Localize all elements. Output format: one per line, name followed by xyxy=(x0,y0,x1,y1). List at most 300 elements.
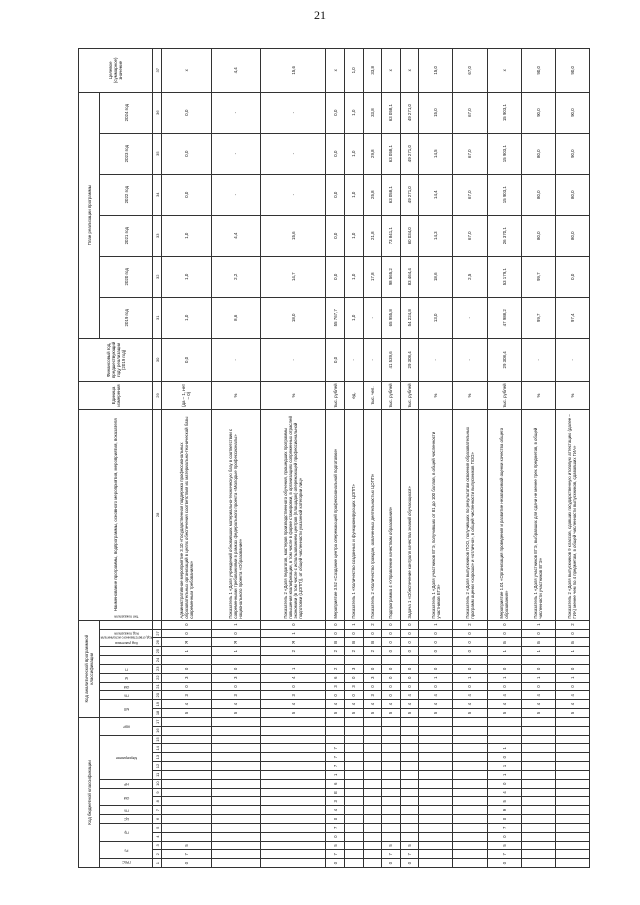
code-cell: 1 xyxy=(326,770,345,779)
column-number: 13 xyxy=(153,753,162,762)
year-value: 0,0 xyxy=(326,133,345,174)
code-cell xyxy=(419,753,453,762)
year-value: 0,0 xyxy=(326,215,345,256)
code-cell xyxy=(555,735,589,744)
code-cell xyxy=(162,735,212,744)
unit-cell: (да – 1, нет – 0) xyxy=(162,381,212,409)
code-cell xyxy=(400,762,419,771)
code-cell: 0 xyxy=(344,629,363,638)
table-row xyxy=(363,49,382,868)
year-header: 2021 год xyxy=(100,215,153,256)
code-cell xyxy=(521,744,555,753)
code-cell xyxy=(521,806,555,815)
program-item-name: Мероприятие 1.01 «Организация проведения и развитие независимой оценки качества общего образования» xyxy=(487,410,521,621)
year-value: - xyxy=(261,174,326,215)
code-cell xyxy=(419,815,453,824)
table-row xyxy=(400,49,419,868)
year-value: 1,0 xyxy=(344,215,363,256)
code-cell: 0 xyxy=(211,629,261,638)
code-cell: 1 xyxy=(521,620,555,629)
year-value: 73 841,1 xyxy=(382,215,401,256)
year-value: 15,6 xyxy=(261,215,326,256)
code-cell: 5 xyxy=(211,709,261,718)
year-value: 18,0 xyxy=(261,297,326,338)
code-cell xyxy=(363,788,382,797)
column-number: 1 xyxy=(153,859,162,868)
code-cell xyxy=(344,726,363,735)
code-cell xyxy=(211,717,261,726)
code-cell xyxy=(521,656,555,665)
year-value: 17,8 xyxy=(363,256,382,297)
table-row xyxy=(326,49,345,868)
target-value: 33,8 xyxy=(363,49,382,93)
code-cell: 2 xyxy=(326,664,345,673)
code-cell xyxy=(400,717,419,726)
code-cell xyxy=(521,753,555,762)
code-cell xyxy=(344,788,363,797)
code-cell xyxy=(261,717,326,726)
code-cell: 0 xyxy=(453,664,487,673)
code-cell: 0 xyxy=(261,682,326,691)
unit-cell: тыс. рублей xyxy=(400,381,419,409)
code-cell xyxy=(453,753,487,762)
code-cell: 0 xyxy=(344,691,363,700)
code-cell: 4 xyxy=(363,700,382,709)
code-cell xyxy=(211,806,261,815)
base-year-value: - xyxy=(261,338,326,381)
year-value: 49 271,0 xyxy=(400,133,419,174)
code-cell: 5 xyxy=(419,709,453,718)
code-cell xyxy=(363,797,382,806)
year-value: 55 767,7 xyxy=(326,297,345,338)
year-value: 1,0 xyxy=(344,256,363,297)
code-cell: 5 xyxy=(261,709,326,718)
budget-subheader: ГРБС xyxy=(100,859,153,868)
unit-header: Единица измерения xyxy=(79,381,153,409)
code-cell: В xyxy=(344,638,363,647)
base-year-value: 41 539,6 xyxy=(382,338,401,381)
code-cell xyxy=(211,779,261,788)
code-cell: 5 xyxy=(363,709,382,718)
code-cell: 7 xyxy=(326,850,345,859)
code-cell xyxy=(261,832,326,841)
code-cell: 0 xyxy=(487,682,521,691)
unit-cell: % xyxy=(419,381,453,409)
code-cell xyxy=(363,656,382,665)
program-item-name: Показатель 1 «Количество созданных и функционирующих ЦОПП» xyxy=(344,410,363,621)
code-cell: 7 xyxy=(382,850,401,859)
year-value: 0,0 xyxy=(555,256,589,297)
year-value: - xyxy=(453,297,487,338)
code-cell: 5 xyxy=(555,709,589,718)
column-number: 19 xyxy=(153,700,162,709)
target-value: 15,6 xyxy=(261,49,326,93)
code-cell xyxy=(261,797,326,806)
year-value: 21,8 xyxy=(363,215,382,256)
code-cell xyxy=(363,770,382,779)
code-cell xyxy=(419,717,453,726)
code-cell xyxy=(419,832,453,841)
year-value: 54 224,8 xyxy=(400,297,419,338)
year-value: 8,6 xyxy=(211,297,261,338)
code-cell: 0 xyxy=(487,753,521,762)
year-header: 2023 год xyxy=(100,133,153,174)
year-value: 1,0 xyxy=(344,174,363,215)
base-year-value: - xyxy=(363,338,382,381)
column-number: 29 xyxy=(153,381,162,409)
code-cell xyxy=(211,815,261,824)
code-cell xyxy=(363,806,382,815)
code-cell: 0 xyxy=(382,673,401,682)
year-value: 90,0 xyxy=(555,92,589,133)
code-cell: 0 xyxy=(400,647,419,656)
code-cell xyxy=(400,815,419,824)
code-cell xyxy=(400,832,419,841)
code-cell: 0 xyxy=(400,859,419,868)
code-cell xyxy=(453,823,487,832)
code-cell: Б xyxy=(555,638,589,647)
code-cell xyxy=(162,832,212,841)
code-cell xyxy=(162,823,212,832)
code-cell: 2 xyxy=(555,620,589,629)
year-value: 2,2 xyxy=(211,256,261,297)
code-cell xyxy=(261,806,326,815)
code-cell: 4 xyxy=(487,691,521,700)
code-cell: 0 xyxy=(419,629,453,638)
base-year-value: 0,0 xyxy=(326,338,345,381)
code-cell: 0 xyxy=(419,682,453,691)
code-cell: 1 xyxy=(419,620,453,629)
code-cell: Е xyxy=(326,788,345,797)
budget-subheader: Мероприятие xyxy=(100,735,153,779)
code-cell: 0 xyxy=(487,779,521,788)
code-cell: 3 xyxy=(261,691,326,700)
code-cell xyxy=(344,656,363,665)
code-cell: 0 xyxy=(555,629,589,638)
column-number: 34 xyxy=(153,174,162,215)
code-cell: 0 xyxy=(453,629,487,638)
year-value: 0,0 xyxy=(162,174,212,215)
code-cell xyxy=(344,744,363,753)
code-cell: 0 xyxy=(521,682,555,691)
program-item-name: Показатель 2 «Доля педагогов, мастеров производственного обучения, прошедших программы повышения квалификации, в том числе в форме стажировки, в организациях сопряженных отраслей экономики (в том числе с использованием центров (площадок) опережающей профессиональной подготовки (ЦОПП)), от общей численности указанной категории лиц» xyxy=(261,410,326,621)
program-item-name: Показатель 1 «Доля участников ЕГЭ, выбравших для сдачи не менее трех предметов, в общей численности участников ЕГЭ» xyxy=(521,410,555,621)
code-cell: Б xyxy=(521,638,555,647)
code-cell: 4 xyxy=(555,691,589,700)
year-value: 99,7 xyxy=(521,297,555,338)
year-value: 67,0 xyxy=(453,133,487,174)
code-cell xyxy=(487,656,521,665)
code-cell: 0 xyxy=(382,691,401,700)
code-cell xyxy=(162,726,212,735)
code-cell xyxy=(555,797,589,806)
code-cell xyxy=(326,717,345,726)
column-number: 16 xyxy=(153,726,162,735)
code-cell xyxy=(382,815,401,824)
code-cell xyxy=(344,806,363,815)
code-cell: 7 xyxy=(400,850,419,859)
code-cell xyxy=(261,823,326,832)
code-cell: 5 xyxy=(521,709,555,718)
year-value: 0,0 xyxy=(326,174,345,215)
code-cell: 0 xyxy=(382,664,401,673)
code-cell xyxy=(453,788,487,797)
code-cell xyxy=(453,762,487,771)
code-cell: 0 xyxy=(487,815,521,824)
year-header: 2024 год xyxy=(100,92,153,133)
code-cell: 0 xyxy=(382,682,401,691)
code-cell: 7 xyxy=(326,753,345,762)
code-cell xyxy=(400,744,419,753)
code-cell: 1 xyxy=(555,673,589,682)
code-cell: 0 xyxy=(382,638,401,647)
code-cell xyxy=(419,797,453,806)
code-cell: 0 xyxy=(326,691,345,700)
base-year-value: 0,0 xyxy=(162,338,212,381)
year-value: - xyxy=(211,174,261,215)
code-cell: 2 xyxy=(363,647,382,656)
code-cell xyxy=(344,815,363,824)
budget-subheader: Пр xyxy=(100,823,153,841)
code-cell xyxy=(162,753,212,762)
year-value: 2,5 xyxy=(453,256,487,297)
code-cell xyxy=(400,797,419,806)
target-value: х xyxy=(326,49,345,93)
code-cell xyxy=(400,806,419,815)
code-cell xyxy=(382,717,401,726)
code-cell: 4 xyxy=(261,673,326,682)
code-cell xyxy=(261,779,326,788)
code-cell: 4 xyxy=(453,700,487,709)
year-value: 1,0 xyxy=(162,297,212,338)
code-cell: 1 xyxy=(487,673,521,682)
year-value: 1,0 xyxy=(344,133,363,174)
code-cell xyxy=(382,797,401,806)
code-cell xyxy=(344,717,363,726)
code-cell xyxy=(453,726,487,735)
page-number: 21 xyxy=(314,8,326,22)
code-cell: 2 xyxy=(261,647,326,656)
year-value: 80,0 xyxy=(521,215,555,256)
code-cell xyxy=(521,859,555,868)
code-cell xyxy=(211,762,261,771)
year-value: 80,0 xyxy=(521,133,555,174)
table-row xyxy=(261,49,326,868)
code-cell xyxy=(344,762,363,771)
code-cell xyxy=(162,770,212,779)
code-cell xyxy=(326,735,345,744)
table-row xyxy=(521,49,555,868)
base-year-value: 29 308,4 xyxy=(400,338,419,381)
code-cell: 5 xyxy=(326,841,345,850)
year-value: 26 370,1 xyxy=(487,215,521,256)
code-cell: 4 xyxy=(211,700,261,709)
code-cell xyxy=(261,841,326,850)
code-cell xyxy=(419,850,453,859)
target-value: х xyxy=(162,49,212,93)
program-name-header: Наименование программы, подпрограммы, основного мероприятия, мероприятия, показателя xyxy=(79,410,153,621)
code-cell xyxy=(211,841,261,850)
code-cell: 3 xyxy=(162,691,212,700)
code-cell xyxy=(419,762,453,771)
year-value: 67,0 xyxy=(453,174,487,215)
code-cell: 3 xyxy=(162,673,212,682)
code-cell: 7 xyxy=(326,823,345,832)
unit-cell: тыс. рублей xyxy=(487,381,521,409)
column-number: 31 xyxy=(153,297,162,338)
code-cell xyxy=(521,823,555,832)
code-cell xyxy=(400,779,419,788)
code-cell xyxy=(555,823,589,832)
code-cell xyxy=(363,823,382,832)
year-value: 60 034,0 xyxy=(400,215,419,256)
target-value: 1,0 xyxy=(344,49,363,93)
code-cell xyxy=(555,806,589,815)
code-cell xyxy=(555,770,589,779)
code-cell: 0 xyxy=(400,629,419,638)
code-cell xyxy=(419,779,453,788)
code-cell xyxy=(400,735,419,744)
code-cell xyxy=(363,717,382,726)
code-cell: 0 xyxy=(162,620,212,629)
code-cell: 4 xyxy=(382,700,401,709)
code-cell: 4 xyxy=(326,806,345,815)
column-number: 37 xyxy=(153,49,162,93)
code-cell: 7 xyxy=(326,744,345,753)
code-cell: 1 xyxy=(487,647,521,656)
code-cell xyxy=(521,717,555,726)
budget-subheader: ЦС xyxy=(100,815,153,824)
code-cell: 7 xyxy=(487,850,521,859)
column-number: 8 xyxy=(153,797,162,806)
code-cell: 5 xyxy=(344,709,363,718)
code-cell: 0 xyxy=(382,647,401,656)
code-cell xyxy=(419,744,453,753)
analytic-subheader: Код участника xyxy=(100,647,153,656)
column-number: 4 xyxy=(153,832,162,841)
year-value: 1,0 xyxy=(344,297,363,338)
column-number: 36 xyxy=(153,92,162,133)
code-cell: 2 xyxy=(453,620,487,629)
column-number: 24 xyxy=(153,656,162,665)
column-number: 28 xyxy=(153,410,162,621)
code-cell xyxy=(261,788,326,797)
code-cell: 4 xyxy=(419,691,453,700)
code-cell xyxy=(344,779,363,788)
table-row xyxy=(162,49,212,868)
target-value: 15,0 xyxy=(419,49,453,93)
code-cell: 4 xyxy=(326,700,345,709)
code-cell: 0 xyxy=(419,647,453,656)
code-cell xyxy=(211,859,261,868)
code-cell: 1 xyxy=(555,647,589,656)
target-value-header: Целевое (суммарное) значение xyxy=(79,49,153,93)
code-cell xyxy=(261,744,326,753)
code-cell xyxy=(400,788,419,797)
code-cell xyxy=(211,797,261,806)
year-value: 97,4 xyxy=(555,297,589,338)
program-item-name: Показатель 2 «Доля выпускников 9 классов, сдавших государственную итоговую аттестацию (далее – ГИА) менее чем по 4 предметам, в общей численности выпускников, сдававших ГИА» xyxy=(555,410,589,621)
code-cell xyxy=(555,850,589,859)
code-cell xyxy=(344,753,363,762)
column-number: 25 xyxy=(153,647,162,656)
code-cell: 4 xyxy=(521,691,555,700)
analytic-subheader: ОМ xyxy=(100,682,153,691)
code-cell: 6 xyxy=(326,779,345,788)
code-cell xyxy=(261,859,326,868)
column-number: 20 xyxy=(153,691,162,700)
code-cell xyxy=(555,744,589,753)
analytic-code-header: Код аналитической программной классификации xyxy=(79,620,100,717)
code-cell: 1 xyxy=(261,629,326,638)
year-value: 14,3 xyxy=(419,215,453,256)
year-value: - xyxy=(211,133,261,174)
program-item-name: Подпрограмма 4 «Управление качеством образования» xyxy=(382,410,401,621)
year-value: 90,0 xyxy=(555,133,589,174)
code-cell xyxy=(162,762,212,771)
year-value: - xyxy=(261,133,326,174)
budget-subheader: КВР xyxy=(100,717,153,735)
code-cell xyxy=(419,806,453,815)
code-cell xyxy=(344,859,363,868)
code-cell: 0 xyxy=(453,682,487,691)
code-cell xyxy=(555,779,589,788)
code-cell: 5 xyxy=(162,709,212,718)
code-cell: 0 xyxy=(326,859,345,868)
year-value: 15 903,1 xyxy=(487,174,521,215)
code-cell: 3 xyxy=(344,664,363,673)
code-cell: 5 xyxy=(382,709,401,718)
code-cell xyxy=(162,744,212,753)
code-cell: 0 xyxy=(162,682,212,691)
code-cell: 0 xyxy=(555,664,589,673)
code-cell: 0 xyxy=(382,629,401,638)
code-cell xyxy=(400,770,419,779)
code-cell xyxy=(419,841,453,850)
code-cell: 1 xyxy=(211,647,261,656)
code-cell xyxy=(382,806,401,815)
unit-cell: % xyxy=(261,381,326,409)
code-cell: 0 xyxy=(363,682,382,691)
code-cell: 2 xyxy=(363,620,382,629)
base-year-value: - xyxy=(419,338,453,381)
column-number: 5 xyxy=(153,823,162,832)
code-cell: 1 xyxy=(453,673,487,682)
column-number: 11 xyxy=(153,770,162,779)
code-cell xyxy=(400,823,419,832)
code-cell: 0 xyxy=(382,620,401,629)
code-cell: 3 xyxy=(326,682,345,691)
year-value: 47 988,2 xyxy=(487,297,521,338)
base-year-value: - xyxy=(344,338,363,381)
code-cell xyxy=(344,770,363,779)
target-value: х xyxy=(487,49,521,93)
column-number-pad xyxy=(153,620,162,629)
budget-subheader: Пп xyxy=(100,806,153,815)
code-cell xyxy=(555,859,589,868)
code-cell xyxy=(382,744,401,753)
year-value: 80,0 xyxy=(555,215,589,256)
code-cell: 3 xyxy=(211,673,261,682)
code-cell xyxy=(419,726,453,735)
code-cell: 3 xyxy=(363,673,382,682)
code-cell: 5 xyxy=(487,797,521,806)
table-row xyxy=(382,49,401,868)
code-cell xyxy=(453,815,487,824)
code-cell: 7 xyxy=(326,762,345,771)
code-cell xyxy=(211,788,261,797)
unit-cell: % xyxy=(555,381,589,409)
